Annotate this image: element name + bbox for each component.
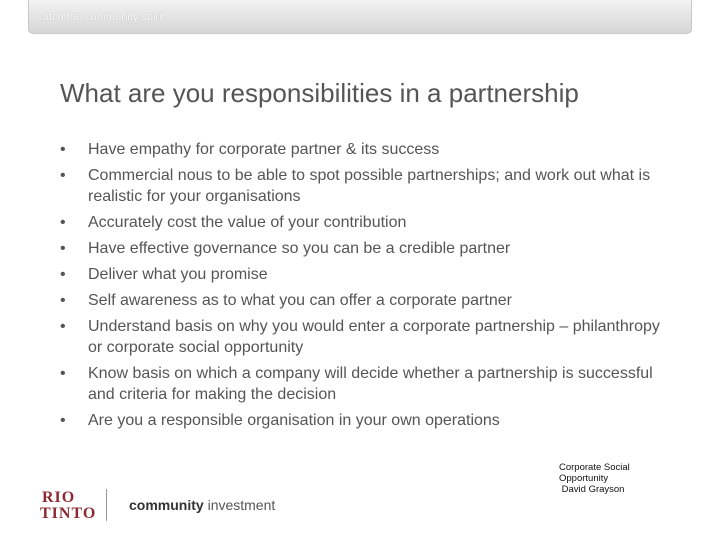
- bullet-text: Commercial nous to be able to spot possible partnerships; and work out what is realistic for your organisations: [88, 167, 651, 205]
- credit-line: David Grayson: [559, 484, 625, 495]
- bullet-item: [60, 165, 670, 207]
- logo-line: RIO: [42, 489, 76, 506]
- source-credit: [559, 462, 630, 495]
- header-bar: [28, 0, 692, 34]
- bullet-text: Understand basis on why you would enter a corporate partnership – philanthropy or corporate social opportunity: [88, 318, 660, 356]
- bullet-item: [60, 290, 670, 311]
- tagline: [129, 497, 275, 513]
- bullet-item: [60, 410, 670, 431]
- rio-tinto-logo: [40, 490, 96, 522]
- logo-line: TINTO: [40, 505, 97, 522]
- bullet-text: Are you a responsible organisation in your own operations: [88, 412, 500, 429]
- credit-line: Corporate Social: [559, 462, 630, 473]
- credit-line: Opportunity: [559, 473, 609, 484]
- bullet-text: Deliver what you promise: [88, 266, 268, 283]
- logo-divider: [106, 489, 107, 521]
- bullet-item: [60, 316, 670, 358]
- bullet-item: [60, 238, 670, 259]
- bullet-icon: •: [60, 214, 66, 231]
- bullet-icon: •: [60, 292, 66, 309]
- bullet-text: Have empathy for corporate partner & its success: [88, 141, 440, 158]
- bullet-text: Have effective governance so you can be a credible partner: [88, 240, 511, 257]
- bullet-icon: •: [60, 266, 66, 283]
- bullet-text: Accurately cost the value of your contribution: [88, 214, 407, 231]
- bullet-item: [60, 264, 670, 285]
- bullet-item: [60, 363, 670, 405]
- bullet-icon: •: [60, 240, 66, 257]
- bullet-icon: •: [60, 412, 66, 429]
- bullet-item: [60, 139, 670, 160]
- bullet-icon: •: [60, 141, 66, 158]
- bullet-list: [60, 139, 670, 436]
- bullet-icon: •: [60, 318, 66, 335]
- tagline-light: investment: [203, 497, 276, 513]
- bullet-icon: •: [60, 365, 66, 382]
- bullet-text: Self awareness as to what you can offer a corporate partner: [88, 292, 512, 309]
- header-text: Catch the community spirit: [35, 11, 165, 23]
- bullet-icon: •: [60, 167, 66, 184]
- bullet-text: Know basis on which a company will decide whether a partnership is successful and criteria for making the decision: [88, 365, 653, 403]
- tagline-bold: community: [129, 497, 204, 513]
- bullet-item: [60, 212, 670, 233]
- slide-title: What are you responsibilities in a partnership: [60, 78, 579, 108]
